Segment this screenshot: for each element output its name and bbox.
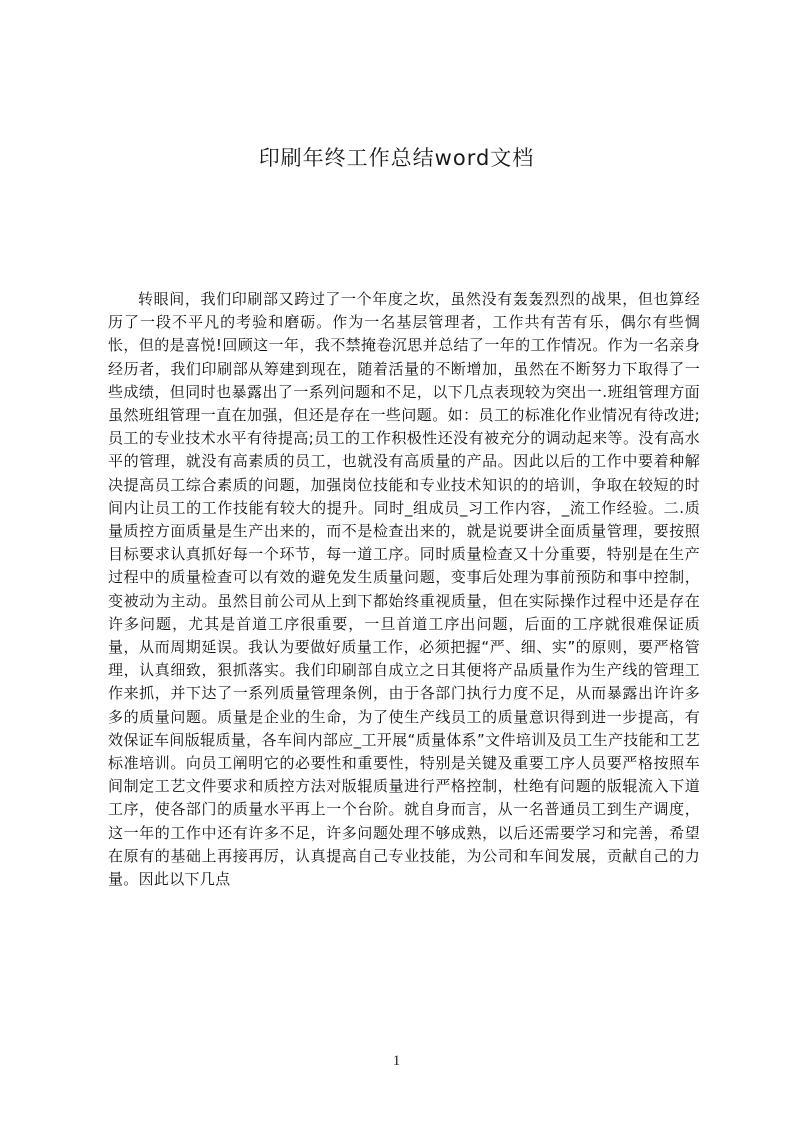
document-body-paragraph: 转眼间，我们印刷部又跨过了一个年度之坎，虽然没有轰轰烈烈的战果，但也算经历了一段不平凡的考验和磨砺。作为一名基层管理者，工作共有苦有乐，偶尔有些惆怅，但的是喜悦!回顾这一年，我不禁掩卷沉思并总结了一年的工作情况。作为一名亲身经历者，我们印刷部从筹建到现在，随着活量的不断增加，虽然在不断努力下取得了一些成绩，但同时也暴露出了一系列问题和不足，以下几点表现较为突出一.班组管理方面虽然班组管理一直在加强，但还是存在一些问题。如：员工的标准化作业情况有待改进;员工的专业技术水平有待提高;员工的工作积极性还没有被充分的调动起来等。没有高水平的管理，就没有高素质的员工，也就没有高质量的产品。因此以后的工作中要着种解决提高员工综合素质的问题，加强岗位技能和专业技术知识的的培训，争取在较短的时间内让员工的工作技能有较大的提升。同时_组成员_习工作内容，_流工作经验。二.质量质控方面质量是生产出来的，而不是检查出来的，就是说要讲全面质量管理，要按照目标要求认真抓好每一个环节，每一道工序。同时质量检查又十分重要，特别是在生产过程中的质量检查可以有效的避免发生质量问题，变事后处理为事前预防和事中控制，变被动为主动。虽然目前公司从上到下都始终重视质量，但在实际操作过程中还是存在许多问题，尤其是首道工序很重要，一旦首道工序出问题，后面的工序就很难保证质量，从而周期延误。我认为要做好质量工作，必须把握“严、细、实”的原则，要严格管理，认真细致，狠抓落实。我们印刷部自成立之日其便将产品质量作为生产线的管理工作来抓，并下达了一系列质量管理条例，由于各部门执行力度不足，从而暴露出许许多多的质量问题。质量是企业的生命，为了使生产线员工的质量意识得到进一步提高，有效保证车间版辊质量，各车间内部应_工开展“质量体系”文件培训及员工生产技能和工艺标准培训。向员工阐明它的必要性和重要性，特别是关键及重要工序人员要严格按照车间制定工艺文件要求和质控方法对版辊质量进行严格控制，杜绝有问题的版辊流入下道工序，使各部门的质量水平再上一个台阶。就自身而言，从一名普通员工到生产调度，这一年的工作中还有许多不足，许多问题处理不够成熟，以后还需要学习和完善，希望在原有的基础上再接再厉，认真提高自己专业技能，为公司和车间发展，贡献自己的力量。因此以下几点 [108,290,700,889]
page-number: 1 [392,1053,401,1069]
document-title: 印刷年终工作总结word文档 [258,146,535,170]
